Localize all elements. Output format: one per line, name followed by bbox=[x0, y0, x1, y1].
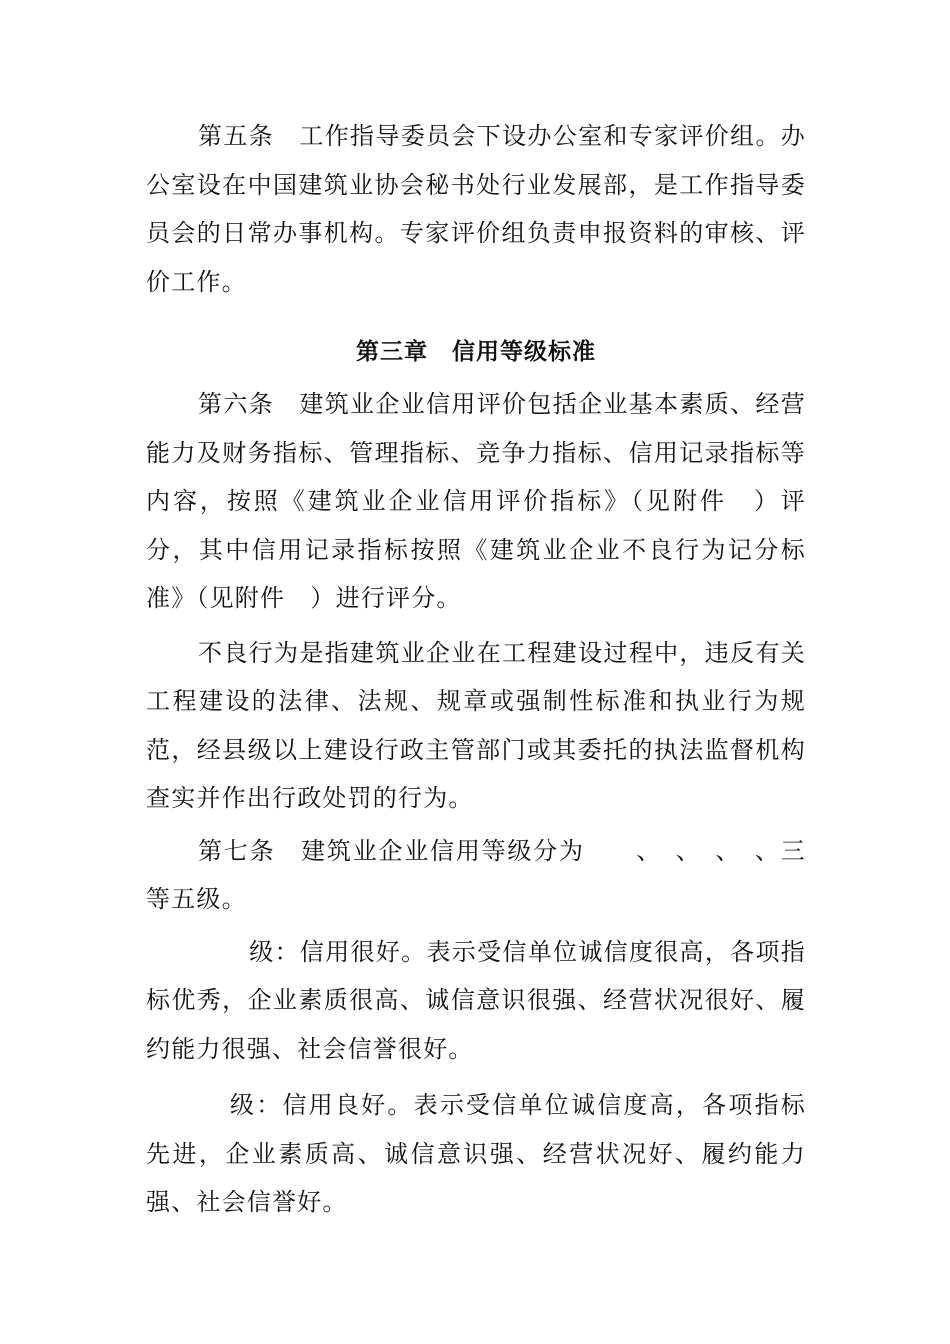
article-5-paragraph: 第五条 工作指导委员会下设办公室和专家评价组。办公室设在中国建筑业协会秘书处行业发展部，是工作指导委员会的日常办事机构。专家评价组负责申报资料的审核、评价工作。 bbox=[146, 122, 806, 296]
bad-behavior-paragraph: 不良行为是指建筑业企业在工程建设过程中，违反有关工程建设的法律、法规、规章或强制性标准和执业行为规范，经县级以上建设行政主管部门或其委托的执法监督机构查实并作出行政处罚的行为。 bbox=[146, 638, 806, 812]
document-body bbox=[146, 112, 806, 1227]
chapter-3-heading: 第三章 信用等级标准 bbox=[356, 339, 596, 365]
level-aaa-paragraph: 级：信用很好。表示受信单位诚信度很高，各项指标优秀，企业素质很高、诚信意识很强、经营状况很好、履约能力很强、社会信誉很好。 bbox=[146, 937, 806, 1063]
article-7-paragraph: 第七条 建筑业企业信用等级分为 、 、 、 、三等五级。 bbox=[146, 836, 806, 913]
level-aa-paragraph: 级：信用良好。表示受信单位诚信度高，各项指标先进，企业素质高、诚信意识强、经营状况好、履约能力强、社会信誉好。 bbox=[146, 1091, 806, 1216]
article-6-paragraph: 第六条 建筑业企业信用评价包括企业基本素质、经营能力及财务指标、管理指标、竞争力指标、信用记录指标等内容，按照《建筑业企业信用评价指标》（见附件 ）评分，其中信用记录指标按照《建筑业企业不良行为记分标准》（见附件 ）进行评分。 bbox=[146, 390, 806, 612]
